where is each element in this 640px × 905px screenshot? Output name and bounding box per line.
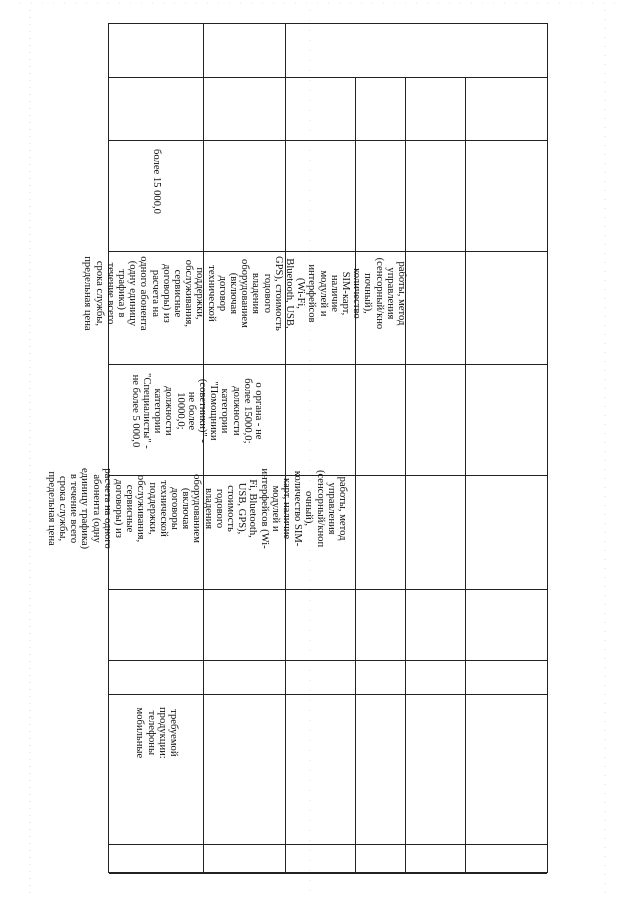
cell-value-limits: о органа - не более 15000,0; должности категории "Помощники (советники)" - не более 10000,0; должности категории "Специалисты" - не более 5 000,0 bbox=[129, 373, 264, 449]
column-divider bbox=[285, 24, 286, 872]
column-divider bbox=[465, 78, 466, 872]
table-row bbox=[109, 661, 547, 695]
table-row bbox=[109, 845, 547, 874]
cell-value-final: более 15 000,0 bbox=[150, 149, 162, 214]
table-row bbox=[109, 24, 547, 78]
table-row bbox=[109, 78, 547, 141]
column-divider bbox=[355, 78, 356, 872]
column-divider bbox=[405, 78, 406, 872]
cell-characteristics-2: работы, метод управления (сенсорный/кно почный), количество SIM-карт, наличие модулей и интерфейсов (Wi-Fi, Bluetooth, USB, GPS), стоимость годового владения оборудованием (включая договор технической поддержки, обслуживания, сервисные договоры) из расчета на одного абонента (одну единицу трафика) в течение всего срока службы, предельная цена bbox=[81, 256, 407, 331]
cell-product-name: требуемой продукции: телефоны мобильные bbox=[133, 707, 179, 759]
cell-characteristics: работы, метод управления (сенсорный/кноп очный), количество SIM- карт, наличие модулей и интерфейсов (Wi- Fi, Bluetooth, USB, GPS), стоимость годового владения оборудованием (включая договоры технической поддержки, обслуживания, сервисные договоры) из расчета на одного абонента (одну единицу трафика) в течение всего срока службы, предельная цена bbox=[45, 468, 348, 550]
rotated-table bbox=[45, 23, 548, 873]
table-row bbox=[109, 141, 547, 252]
table-row bbox=[109, 590, 547, 661]
